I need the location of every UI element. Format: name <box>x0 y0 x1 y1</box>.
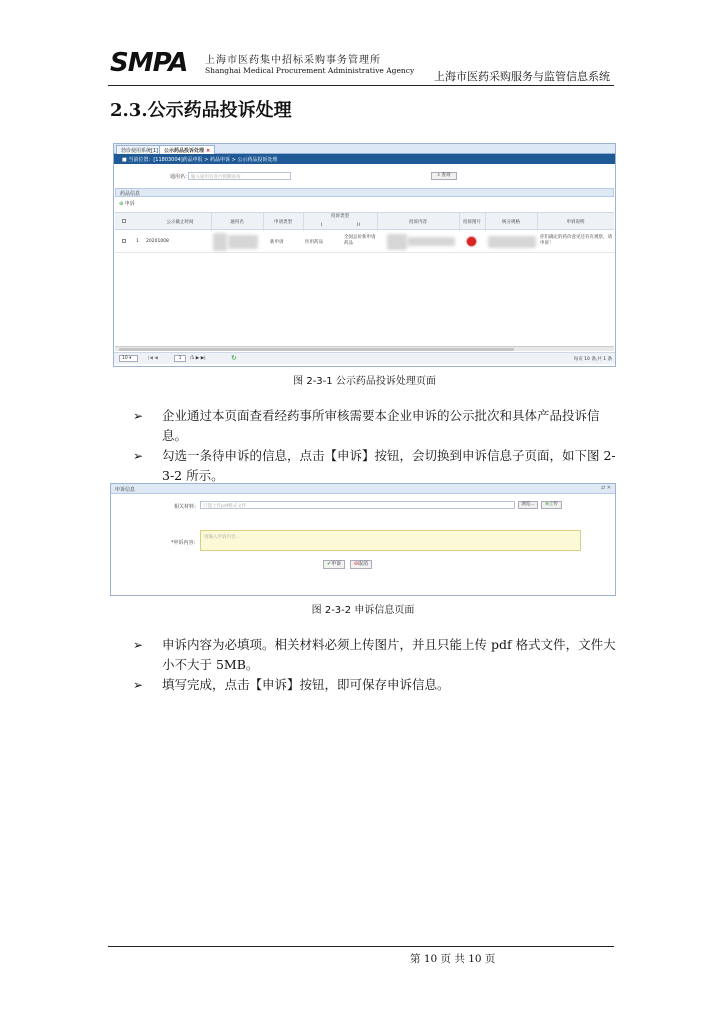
pager-next-buttons[interactable]: /1 ▶ ▶| <box>190 356 206 361</box>
file-label: 相关材料： <box>174 504 200 510</box>
appeal-info-screenshot <box>110 483 616 596</box>
cancel-icon: ⊘ <box>353 561 359 567</box>
arrow-bullet-icon: ➢ <box>133 638 144 652</box>
arrow-bullet-icon: ➢ <box>133 449 144 463</box>
close-icon[interactable]: × <box>206 148 211 154</box>
search-bar <box>114 171 615 181</box>
redacted-spec <box>488 236 536 248</box>
grid-header <box>115 212 614 230</box>
search-button[interactable]: ⌕ 查询 <box>431 172 457 180</box>
redacted-generic-name <box>213 233 227 251</box>
tab-drug-system[interactable]: 勃诊使用系统[1] <box>116 145 163 154</box>
table-row[interactable] <box>115 231 614 253</box>
tab-bar <box>114 144 615 154</box>
select-all-checkbox[interactable] <box>122 219 126 223</box>
refresh-icon[interactable]: ↻ <box>231 354 237 362</box>
col-complaint-image: 投诉图片 <box>463 220 481 225</box>
col-generic-name: 通用名 <box>230 220 244 225</box>
col-deadline: 公示截止时间 <box>166 220 194 225</box>
page-size-select[interactable]: 10 ▾ <box>119 355 138 362</box>
col-complaint-sub-2: II <box>357 223 360 228</box>
page-number-input[interactable]: 1 <box>174 355 186 362</box>
col-complaint-content: 投诉内容 <box>409 220 427 225</box>
figure-caption-1: 图 2-3-1 公示药品投诉处理页面 <box>293 376 436 387</box>
page-header <box>108 46 614 86</box>
arrow-bullet-icon: ➢ <box>133 678 144 692</box>
content-label: *申诉内容： <box>171 540 199 546</box>
figure-caption-2: 图 2-3-2 申诉信息页面 <box>311 605 415 616</box>
redacted-generic-name-2 <box>228 235 258 249</box>
col-apply-type: 申请类型 <box>274 220 292 225</box>
scrollbar-thumb[interactable] <box>119 348 514 351</box>
tab-complaint[interactable]: 公示药品投诉处理 × <box>159 145 215 154</box>
col-complaint-type: 投诉类型 <box>331 214 349 219</box>
complaint-page-screenshot <box>113 143 616 367</box>
appeal-panel-title: 申诉信息 ⇄ ✕ <box>111 484 615 494</box>
row-statement: 你们确定的药价意见还有有观察，请申诉！ <box>540 235 612 246</box>
browse-button[interactable]: 浏览... <box>518 501 538 509</box>
appeal-content-textarea[interactable]: 请输入申诉内容... <box>200 530 581 551</box>
pager-info: 每页 10 条,共 1 条 <box>573 357 612 362</box>
row-complaint-type-2: 全国总价新申请药品 <box>344 235 376 246</box>
search-icon: ⌕ <box>437 173 442 178</box>
arrow-bullet-icon: ➢ <box>133 409 144 423</box>
org-name-en: Shanghai Medical Procurement Administrative Agency <box>205 66 415 75</box>
submit-appeal-button[interactable]: ✔申诉 <box>323 560 345 569</box>
appeal-button-group <box>323 560 375 569</box>
system-name: 上海市医药采购服务与监管信息系统 <box>434 70 610 83</box>
row-index: 1 <box>136 239 139 244</box>
pager <box>114 352 615 364</box>
panel-title: 药品信息 <box>115 188 614 197</box>
file-path-input[interactable]: 只能上传pdf格式文件 <box>200 501 515 509</box>
row-complaint-type: 医用药品 <box>305 240 323 245</box>
page-number: 第 10 页 共 10 页 <box>410 953 496 965</box>
row-checkbox[interactable] <box>122 239 126 243</box>
bullet-item: ➢ 填写完成，点击【申诉】按钮，即可保存申诉信息。 <box>133 675 623 695</box>
complaint-image-thumbnail[interactable] <box>467 237 476 246</box>
complaint-toolbar-button[interactable]: ⊕ 申诉 <box>119 201 135 207</box>
search-label: 通用名： <box>170 174 191 180</box>
col-statement: 申诉说明 <box>566 220 585 225</box>
redacted-complaint-content-2 <box>407 237 455 246</box>
footer-rule <box>108 946 614 947</box>
upload-icon: ⊕ <box>545 502 549 507</box>
section-title: 2.3.公示药品投诉处理 <box>110 100 292 121</box>
smpa-logo: SMPA <box>110 48 188 78</box>
pager-prev-buttons[interactable]: |◀ ◀ <box>148 356 158 361</box>
row-deadline: 20201008 <box>146 239 169 244</box>
bullet-item: ➢ 申诉内容为必填项。相关材料必须上传图片，并且只能上传 pdf 格式文件，文件大小不大于 5MB。 <box>133 637 616 672</box>
horizontal-scrollbar[interactable] <box>115 346 614 351</box>
row-apply-type: 新申请 <box>270 240 284 245</box>
breadcrumb: ■ 当前位置：[11803004]药品申报 > 药品申诉 > 公示药品投诉处理 <box>114 154 615 164</box>
col-complaint-sub-1: I <box>320 223 323 228</box>
home-icon: ■ <box>122 157 129 163</box>
cancel-button[interactable]: ⊘取消 <box>350 560 372 569</box>
org-name-cn: 上海市医药集中招标采购事务管理所 <box>205 55 381 66</box>
upload-button[interactable]: ⊕上传 <box>541 501 562 509</box>
col-spec: 统分规格 <box>502 220 520 225</box>
add-icon: ⊕ <box>119 201 125 207</box>
bullet-item: ➢ 勾选一条待申诉的信息，点击【申诉】按钮，会切换到申诉信息子页面，如下图 2-3-2 所示。 <box>133 448 616 483</box>
bullet-item: ➢ 企业通过本页面查看经药事所审核需要本企业申诉的公示批次和具体产品投诉信息。 <box>133 408 600 443</box>
panel-window-icons[interactable]: ⇄ ✕ <box>601 485 611 491</box>
check-icon: ✔ <box>327 561 332 567</box>
search-input[interactable]: 输入通用名进行模糊查询 <box>188 172 291 180</box>
redacted-complaint-content <box>387 234 407 250</box>
